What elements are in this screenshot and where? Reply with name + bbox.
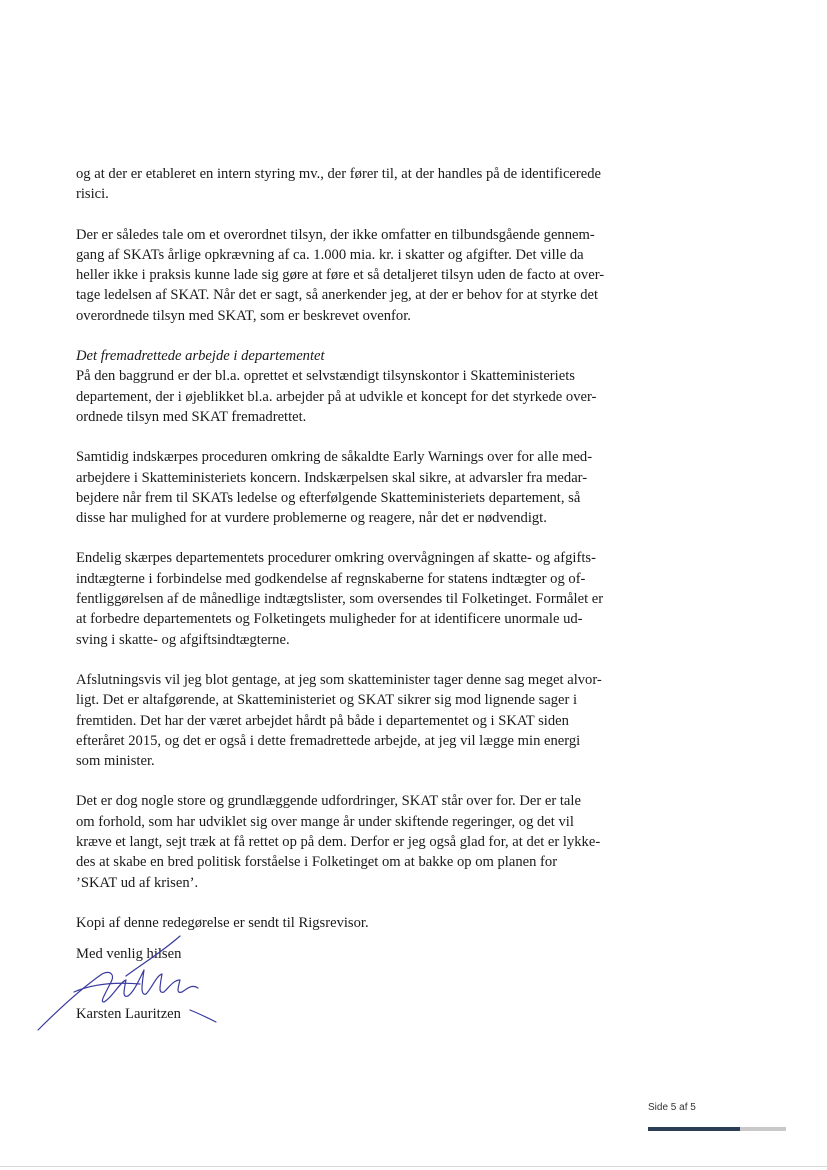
paragraph-2 (76, 225, 616, 326)
text-line: overordnede tilsyn med SKAT, som er beskrevet ovenfor. (76, 307, 411, 324)
page-edge-divider (0, 1166, 827, 1167)
text-line: Samtidig indskærpes proceduren omkring de såkaldte Early Warnings over for alle med- (76, 449, 593, 466)
paragraph-5 (76, 548, 616, 649)
text-line: kræve et langt, sejt træk at få rettet op på dem. Derfor er jeg også glad for, at det er lykke- (76, 834, 601, 851)
text-line: Det er dog nogle store og grundlæggende udfordringer, SKAT står over for. Der er tale (76, 793, 581, 810)
text-line: Endelig skærpes departementets procedurer omkring overvågningen af skatte- og afgifts- (76, 550, 596, 567)
text-line: som minister. (76, 753, 155, 770)
text-line: Kopi af denne redegørelse er sendt til Rigsrevisor. (76, 914, 369, 931)
text-line: disse har mulighed for at vurdere problemerne og reagere, når det er nødvendigt. (76, 510, 547, 527)
text-line: fentliggørelsen af de månedlige indtægtslister, som oversendes til Folketinget. Formålet er (76, 591, 604, 608)
signatory-name: Karsten Lauritzen (76, 1006, 181, 1022)
paragraph-6 (76, 670, 616, 771)
text-line: ’SKAT ud af krisen’. (76, 874, 199, 891)
text-line: gang af SKATs årlige opkrævning af ca. 1.000 mia. kr. i skatter og afgifter. Det ville da (76, 246, 584, 263)
text-line: efteråret 2015, og det er også i dette fremadrettede arbejde, at jeg vil lægge min energi (76, 732, 581, 749)
footer-bar-light (740, 1127, 786, 1131)
greeting-text: Med venlig hilsen (76, 946, 182, 962)
page-number: Side 5 af 5 (648, 1102, 696, 1113)
paragraph-1 (76, 164, 616, 205)
handwritten-signature (30, 930, 220, 1040)
section-heading: Det fremadrettede arbejde i departementet (76, 348, 325, 365)
paragraph-4 (76, 447, 616, 528)
footer-bar-dark (648, 1127, 740, 1131)
text-line: sving i skatte- og afgiftsindtægterne. (76, 631, 290, 648)
text-line: risici. (76, 186, 109, 203)
letter-body (76, 164, 616, 953)
paragraph-7 (76, 791, 616, 892)
paragraph-3 (76, 346, 616, 427)
text-line: ligt. Det er altafgørende, at Skatteministeriet og SKAT sikrer sig mod lignende sager i (76, 692, 578, 709)
text-line: indtægterne i forbindelse med godkendelse af regnskaberne for statens indtægter og of- (76, 570, 586, 587)
text-line: heller ikke i praksis kunne lade sig gøre at føre et så detaljeret tilsyn uden de facto at over- (76, 267, 605, 284)
text-line: fremtiden. Det har der været arbejdet hårdt på både i departementet og i SKAT siden (76, 712, 569, 729)
text-line: departement, der i øjeblikket bl.a. arbejder på at udvikle et koncept for det styrkede over- (76, 388, 597, 405)
text-line: og at der er etableret en intern styring mv., der fører til, at der handles på de identificerede (76, 166, 602, 182)
text-line: bejdere når frem til SKATs ledelse og efterfølgende Skatteministeriets departement, så (76, 489, 581, 506)
text-line: at forbedre departementets og Folketingets muligheder for at identificere unormale ud- (76, 611, 583, 628)
text-line: om forhold, som har udviklet sig over mange år under skiftende regeringer, og det vil (76, 813, 574, 830)
text-line: Der er således tale om et overordnet tilsyn, der ikke omfatter en tilbundsgående gennem- (76, 226, 595, 243)
text-line: På den baggrund er der bl.a. oprettet et selvstændigt tilsynskontor i Skatteministeriets (76, 368, 575, 385)
text-line: tage ledelsen af SKAT. Når det er sagt, så anerkender jeg, at der er behov for at styrke det (76, 287, 599, 304)
text-line: ordnede tilsyn med SKAT fremadrettet. (76, 408, 307, 425)
text-line: arbejdere i Skatteministeriets koncern. Indskærpelsen skal sikre, at advarsler fra medar- (76, 469, 588, 486)
text-line: Afslutningsvis vil jeg blot gentage, at jeg som skatteminister tager denne sag meget alvor- (76, 671, 602, 688)
text-line: des at skabe en bred politisk forståelse i Folketinget om at bakke op om planen for (76, 854, 558, 871)
